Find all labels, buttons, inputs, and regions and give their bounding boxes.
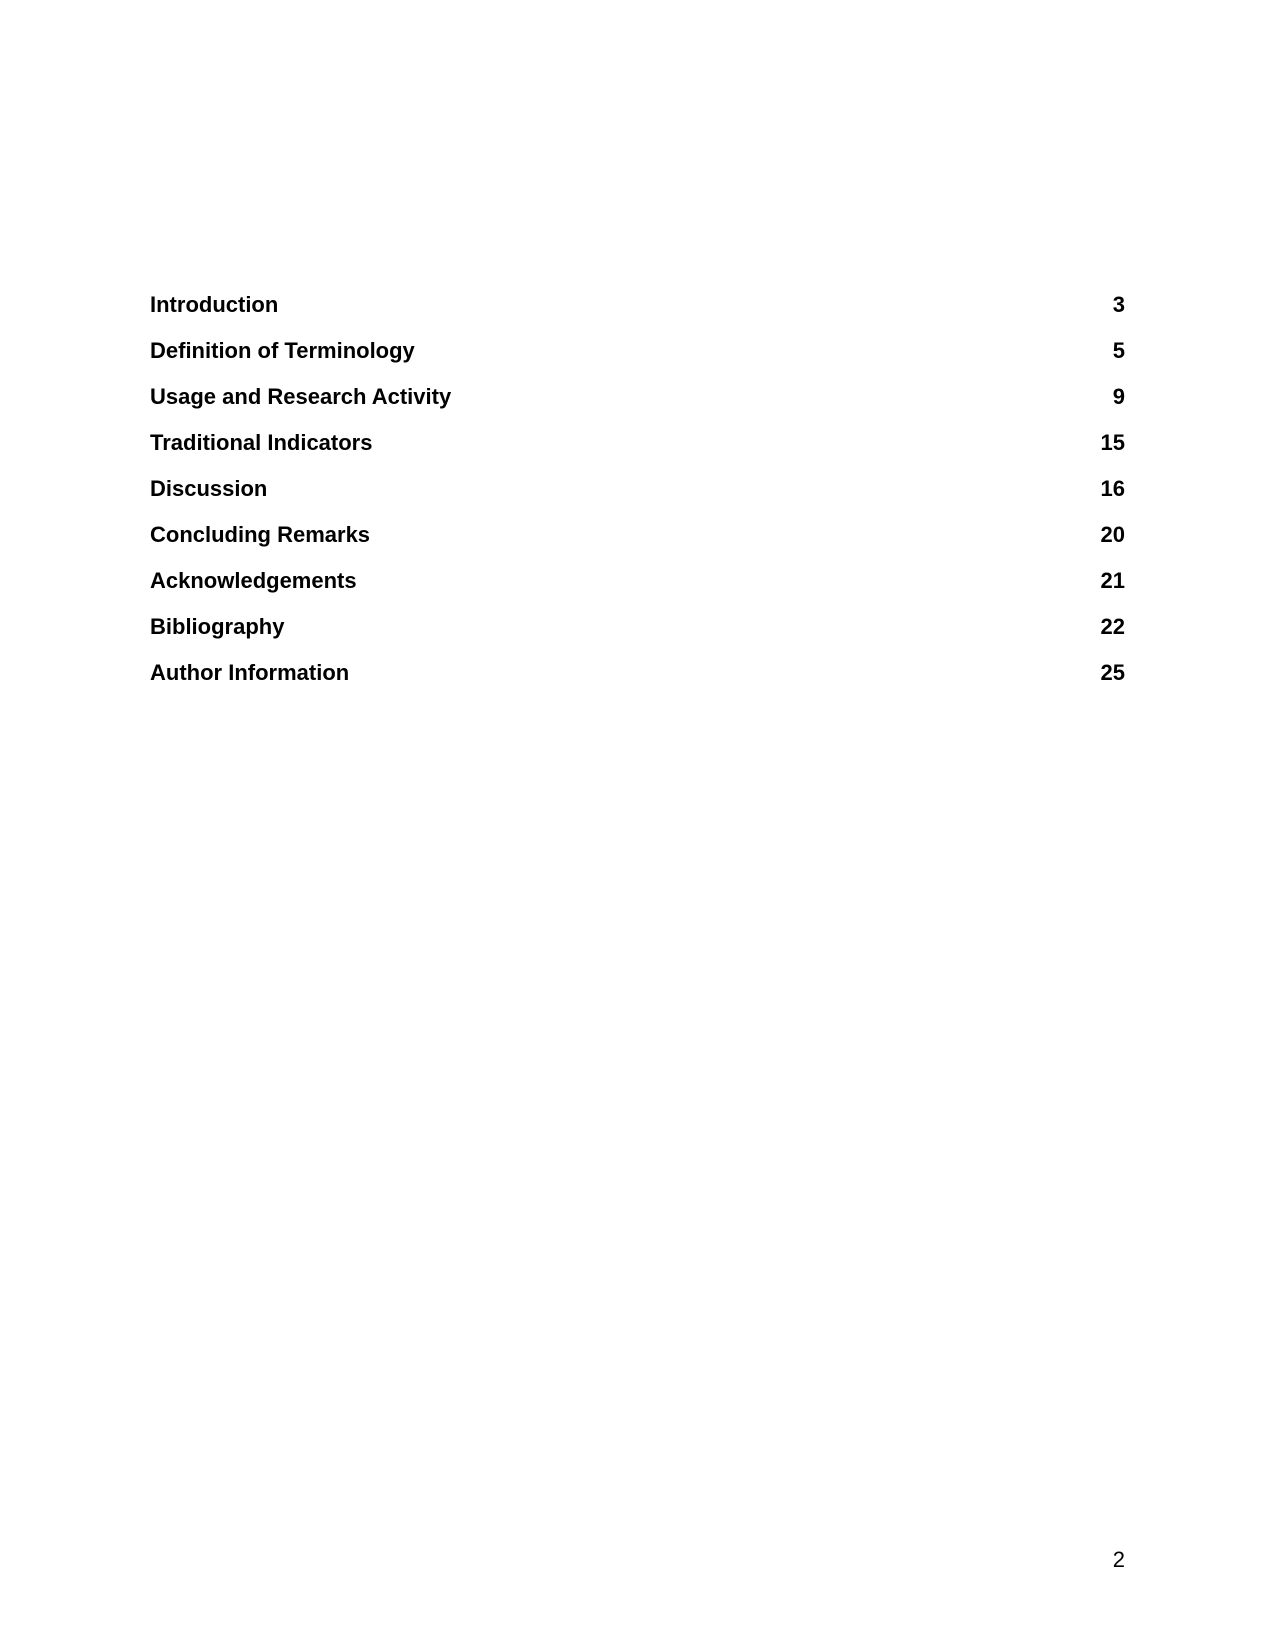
toc-entry-concluding-remarks[interactable] — [150, 522, 1125, 568]
table-of-contents — [150, 292, 1125, 706]
toc-entry-page: 3 — [1112, 292, 1125, 317]
toc-entry-title: Introduction — [150, 292, 279, 317]
toc-entry-title: Traditional Indicators — [150, 430, 373, 455]
toc-entry-page: 20 — [1100, 522, 1125, 547]
toc-entry-title: Acknowledgements — [150, 568, 357, 593]
toc-entry-usage-and-research-activity[interactable] — [150, 384, 1125, 430]
toc-entry-title: Definition of Terminology — [150, 338, 415, 363]
toc-entry-introduction[interactable] — [150, 292, 1125, 338]
toc-entry-title: Usage and Research Activity — [150, 384, 452, 409]
toc-entry-title: Author Information — [150, 660, 350, 685]
toc-entry-page: 16 — [1100, 476, 1125, 501]
toc-entry-page: 15 — [1100, 430, 1125, 455]
toc-entry-page: 22 — [1100, 614, 1125, 639]
toc-entry-title: Concluding Remarks — [150, 522, 371, 547]
toc-entry-author-information[interactable] — [150, 660, 1125, 706]
toc-entry-page: 5 — [1112, 338, 1125, 363]
toc-entry-page: 21 — [1100, 568, 1125, 593]
toc-entry-traditional-indicators[interactable] — [150, 430, 1125, 476]
toc-entry-title: Discussion — [150, 476, 268, 501]
toc-entry-title: Bibliography — [150, 614, 285, 639]
toc-entry-page: 9 — [1112, 384, 1125, 409]
page-number: 2 — [1112, 1547, 1125, 1572]
toc-entry-bibliography[interactable] — [150, 614, 1125, 660]
toc-entry-page: 25 — [1100, 660, 1125, 685]
toc-entry-definition-of-terminology[interactable] — [150, 338, 1125, 384]
toc-entry-acknowledgements[interactable] — [150, 568, 1125, 614]
toc-entry-discussion[interactable] — [150, 476, 1125, 522]
